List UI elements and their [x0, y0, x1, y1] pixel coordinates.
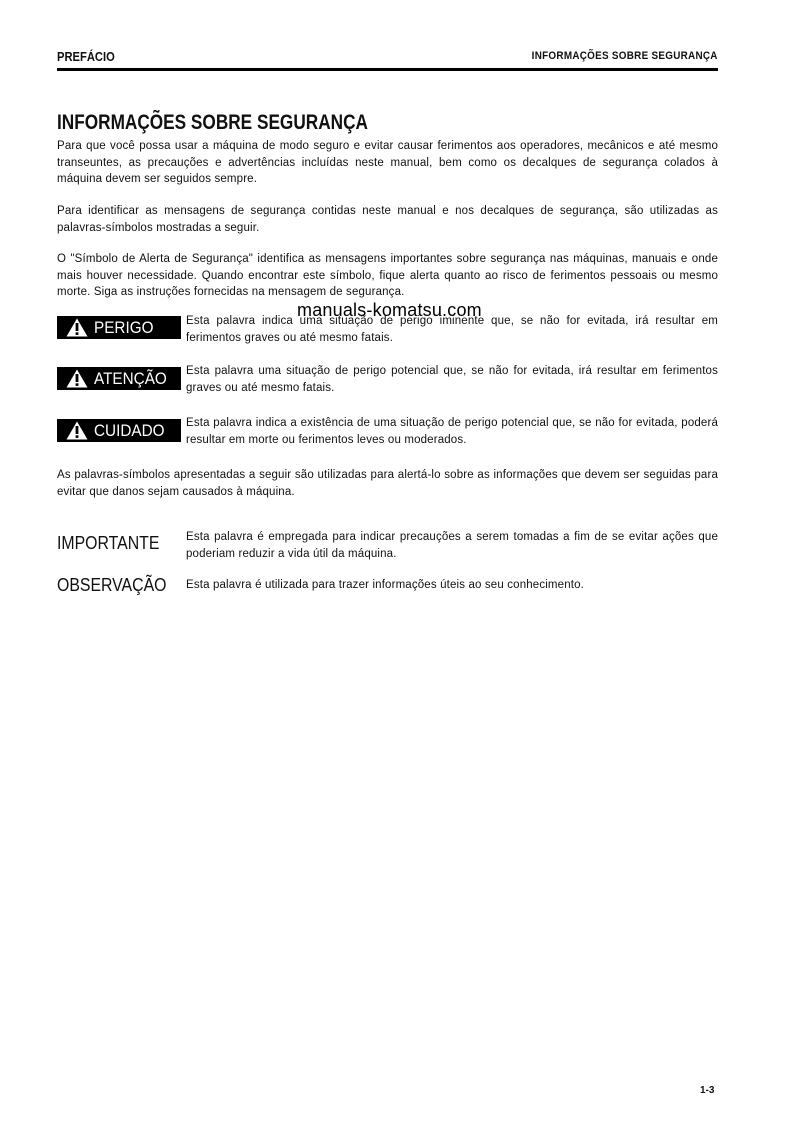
machine-damage-paragraph: As palavras-símbolos apresentadas a seguir são utilizadas para alertá-lo sobre as informações que devem ser seguidas para evitar que danos sejam causados à máquina.: [57, 469, 718, 498]
signal-atencao-label: [57, 367, 181, 390]
signal-word-text: PERIGO: [94, 318, 154, 337]
page-header: [57, 48, 718, 71]
warning-triangle-icon: [66, 318, 88, 337]
warning-triangle-icon: [66, 369, 88, 388]
chapter-title: INFORMAÇÕES SOBRE SEGURANÇA: [531, 50, 718, 62]
intro-paragraph: Para que você possa usar a máquina de modo seguro e evitar causar ferimentos aos operadores, mecânicos e até mesmo transeuntes, as precauções e advertências incluídas neste manual, bem como os decalques de segurança colados à máquina devem ser seguidos sempre.: [57, 140, 718, 185]
page-number: 1-3: [700, 1085, 715, 1096]
signal-perigo-description: Esta palavra indica uma situação de perigo iminente que, se não for evitada, irá resultar em ferimentos graves ou até mesmo fatais.: [186, 315, 718, 344]
signal-words-paragraph: Para identificar as mensagens de segurança contidas neste manual e nos decalques de segurança, são utilizadas as palavras-símbolos mostradas a seguir.: [57, 205, 718, 234]
notice-observacao-description: Esta palavra é utilizada para trazer informações úteis ao seu conhecimento.: [186, 579, 584, 591]
signal-cuidado-label: [57, 419, 181, 442]
signal-cuidado-description: Esta palavra indica a existência de uma situação de perigo potencial que, se não for evitada, poderá resultar em morte ou ferimentos leves ou moderados.: [186, 417, 718, 446]
warning-triangle-icon: [66, 421, 88, 440]
notice-observacao-label: OBSERVAÇÃO: [57, 575, 167, 595]
notice-importante-description: Esta palavra é empregada para indicar precauções a serem tomadas a fim de se evitar ações que poderiam reduzir a vida útil da máquina.: [186, 531, 718, 560]
watermark: manuals-komatsu.com: [297, 300, 482, 320]
page-title: INFORMAÇÕES SOBRE SEGURANÇA: [57, 111, 368, 134]
notice-importante-label: IMPORTANTE: [57, 533, 160, 553]
signal-perigo-label: [57, 316, 181, 339]
signal-word-text: ATENÇÃO: [94, 369, 167, 388]
alert-symbol-paragraph: O "Símbolo de Alerta de Segurança" identifica as mensagens importantes sobre segurança nas máquinas, manuais e onde mais houver necessidade. Quando encontrar este símbolo, fique alerta quanto ao risco de ferimentos pessoais ou mesmo morte. Siga as instruções fornecidas na mensagem de segurança.: [57, 253, 718, 298]
signal-word-text: CUIDADO: [94, 421, 165, 440]
section-name: PREFÁCIO: [57, 49, 115, 64]
signal-atencao-description: Esta palavra uma situação de perigo potencial que, se não for evitada, irá resultar em ferimentos graves ou até mesmo fatais.: [186, 365, 718, 394]
